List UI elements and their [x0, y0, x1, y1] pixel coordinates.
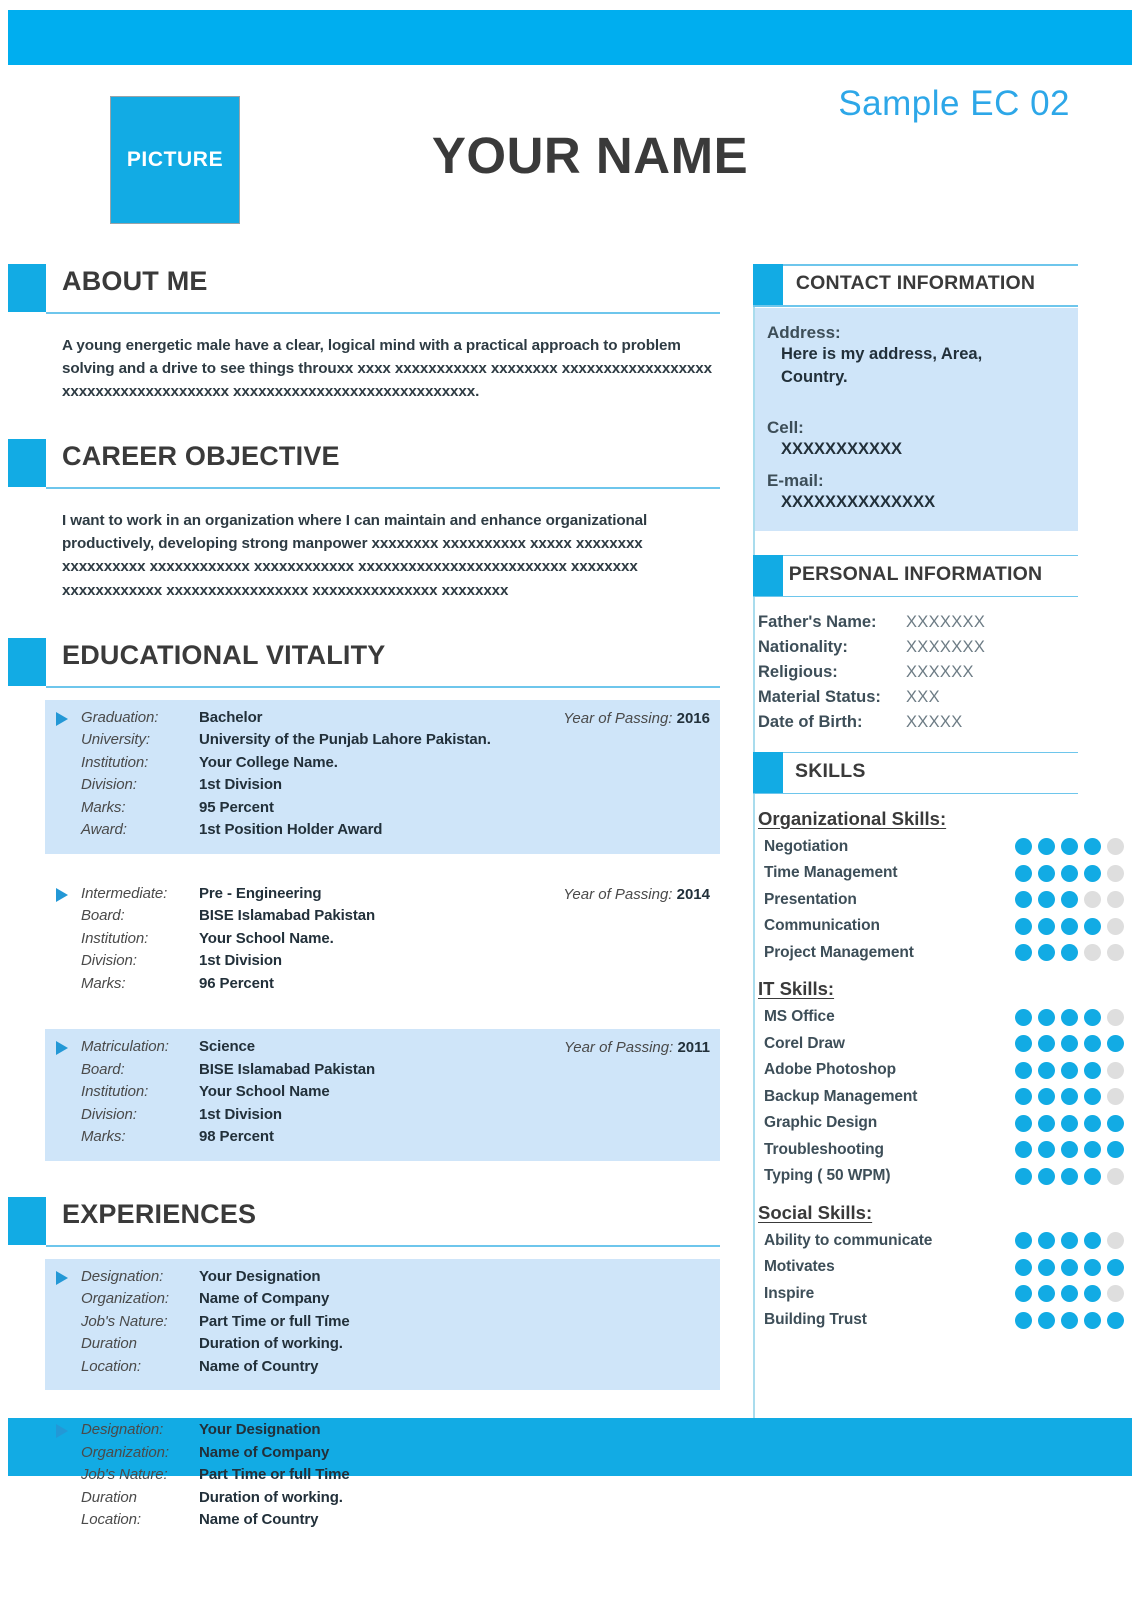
entry-field-label: Organization:	[81, 1290, 169, 1308]
skill-row	[758, 1057, 1132, 1084]
skill-group-title: Social Skills:	[758, 1201, 873, 1223]
rating-dot-empty	[1107, 918, 1124, 935]
rating-dot-filled	[1084, 838, 1101, 855]
personal-info-label: Material Status:	[758, 687, 881, 706]
entry-field-label: Duration	[81, 1335, 137, 1353]
rating-dot-filled	[1015, 1285, 1032, 1302]
contact-info-box	[753, 308, 1078, 531]
skill-rating-dots	[1015, 1141, 1132, 1158]
section-header-career	[0, 437, 740, 499]
rating-dot-filled	[1015, 1141, 1032, 1158]
rating-dot-filled	[1015, 1312, 1032, 1329]
rating-dot-filled	[1038, 1312, 1055, 1329]
accent-block-icon	[8, 1197, 46, 1245]
skill-name: Time Management	[764, 864, 898, 882]
skill-row	[758, 1254, 1132, 1281]
entry-field-value: Your School Name.	[199, 929, 334, 947]
rating-dot-filled	[1061, 944, 1078, 961]
section-header-contact	[753, 262, 1078, 308]
personal-info-value: XXX	[906, 687, 940, 706]
rating-dot-filled	[1015, 944, 1032, 961]
rating-dot-empty	[1107, 1168, 1124, 1185]
rating-dot-filled	[1084, 1232, 1101, 1249]
skill-row	[758, 1137, 1132, 1164]
entry-row	[45, 1421, 720, 1444]
rating-dot-filled	[1107, 1312, 1124, 1329]
rating-dot-filled	[1061, 1168, 1078, 1185]
skill-name: MS Office	[764, 1008, 835, 1026]
entry-field-label: Division:	[81, 776, 137, 794]
skill-rating-dots	[1015, 1232, 1132, 1249]
header-rule-top	[753, 264, 1078, 266]
entry-field-label: Institution:	[81, 929, 149, 947]
rating-dot-filled	[1084, 1009, 1101, 1026]
career-objective-text: I want to work in an organization where I can maintain and enhance organizational productively, developing strong manpower xxxxxxxx xxxxxxxxxx xxxxx xxxxxxxx xxxxxxxxxx xxxxxxxxxxxx xxxxxxxxxxxx xxxxxxxxxxxxxxxxxxxxxxxxx xxxxxxxx xxxxxxxxxxxx xxxxxxxxxxxxxxxxx xxxxxxxxxxxxxxx xxxxxxxx	[62, 512, 648, 599]
rating-dot-empty	[1107, 865, 1124, 882]
accent-block-icon	[8, 638, 46, 686]
rating-dot-filled	[1061, 1312, 1078, 1329]
page-title: YOUR NAME	[431, 127, 749, 184]
entry-field-value: 1st Division	[199, 952, 282, 970]
cell-label: Cell:	[767, 417, 804, 437]
picture-label: PICTURE	[126, 148, 224, 171]
skill-rating-dots	[1015, 918, 1132, 935]
left-column	[0, 262, 740, 1544]
entry-block	[45, 876, 720, 1008]
rating-dot-filled	[1107, 1141, 1124, 1158]
section-header-about	[0, 262, 740, 324]
rating-dot-filled	[1061, 1232, 1078, 1249]
skill-row	[758, 1281, 1132, 1308]
entry-field-label: Matriculation:	[81, 1038, 169, 1056]
personal-info-label: Date of Birth:	[758, 712, 863, 731]
section-rule	[46, 1245, 720, 1247]
entry-row	[45, 907, 720, 930]
entry-block	[45, 1029, 720, 1161]
entry-row	[45, 1083, 720, 1106]
rating-dot-filled	[1038, 891, 1055, 908]
skill-row	[758, 1084, 1132, 1111]
rating-dot-filled	[1084, 1168, 1101, 1185]
bullet-arrow-icon	[56, 712, 68, 726]
rating-dot-empty	[1107, 1232, 1124, 1249]
rating-dot-filled	[1061, 1062, 1078, 1079]
rating-dot-filled	[1084, 1035, 1101, 1052]
rating-dot-filled	[1061, 1259, 1078, 1276]
header-rule-bottom	[753, 596, 1078, 598]
entry-row	[45, 754, 720, 777]
rating-dot-filled	[1015, 1009, 1032, 1026]
entry-row	[45, 1358, 720, 1381]
email-label: E-mail:	[767, 471, 824, 491]
rating-dot-filled	[1038, 1259, 1055, 1276]
entry-field-value: Name of Country	[199, 1511, 319, 1529]
about-text: A young energetic male have a clear, logical mind with a practical approach to problem solving and a drive to see things throuxx xxxx xxxxxxxxxxx xxxxxxxx xxxxxxxxxxxxxxxxxx xxxxxxxxxxxxxxxxxxxx xxxxxxxxxxxxxxxxxxxxxxxxxxxxx.	[62, 337, 712, 401]
section-title: CONTACT INFORMATION	[795, 272, 1036, 294]
rating-dot-filled	[1015, 1062, 1032, 1079]
entry-row	[45, 1466, 720, 1489]
rating-dot-filled	[1038, 918, 1055, 935]
skill-rating-dots	[1015, 1062, 1132, 1079]
rating-dot-filled	[1061, 1009, 1078, 1026]
skill-row	[758, 940, 1132, 967]
year-of-passing: Year of Passing: 2016	[563, 709, 710, 727]
skill-name: Backup Management	[764, 1087, 918, 1105]
entry-field-label: Organization:	[81, 1443, 169, 1461]
skill-rating-dots	[1015, 1035, 1132, 1052]
section-title: ABOUT ME	[62, 266, 208, 296]
address-line-1: Here is my address, Area,	[781, 345, 983, 363]
rating-dot-empty	[1107, 1062, 1124, 1079]
rating-dot-filled	[1015, 865, 1032, 882]
year-of-passing: Year of Passing: 2014	[563, 885, 710, 903]
rating-dot-filled	[1038, 1141, 1055, 1158]
personal-info-label: Nationality:	[758, 637, 848, 656]
entry-field-label: Division:	[81, 952, 137, 970]
skill-rating-dots	[1015, 838, 1132, 855]
entry-field-value: Part Time or full Time	[199, 1466, 350, 1484]
rating-dot-empty	[1084, 891, 1101, 908]
rating-dot-filled	[1015, 918, 1032, 935]
entry-field-label: Marks:	[81, 798, 126, 816]
skill-rating-dots	[1015, 1115, 1132, 1132]
skill-name: Project Management	[764, 943, 914, 961]
rating-dot-filled	[1015, 1232, 1032, 1249]
skill-row	[758, 887, 1132, 914]
rating-dot-filled	[1038, 1062, 1055, 1079]
entry-block	[45, 1412, 720, 1544]
skills-list	[740, 808, 1132, 1334]
entry-row	[45, 1106, 720, 1129]
bullet-arrow-icon	[56, 1041, 68, 1055]
rating-dot-empty	[1107, 891, 1124, 908]
column-divider	[753, 266, 755, 1418]
entry-field-value: 98 Percent	[199, 1128, 274, 1146]
entry-field-label: Graduation:	[81, 708, 159, 726]
section-header-experiences	[0, 1195, 740, 1257]
entry-row	[45, 1511, 720, 1534]
skill-name: Motivates	[764, 1258, 835, 1276]
skill-rating-dots	[1015, 891, 1132, 908]
rating-dot-filled	[1061, 1035, 1078, 1052]
rating-dot-filled	[1061, 918, 1078, 935]
rating-dot-filled	[1107, 1035, 1124, 1052]
accent-block-icon	[8, 264, 46, 312]
entry-field-value: Pre - Engineering	[199, 884, 322, 902]
education-entry-list	[0, 700, 740, 1161]
section-rule	[46, 312, 720, 314]
personal-info-value: XXXXXX	[906, 662, 974, 681]
rating-dot-filled	[1015, 1259, 1032, 1276]
skill-rating-dots	[1015, 865, 1132, 882]
experience-entry-list	[0, 1259, 740, 1544]
entry-field-label: Division:	[81, 1105, 137, 1123]
entry-field-label: University:	[81, 731, 150, 749]
entry-row	[45, 975, 720, 998]
rating-dot-filled	[1084, 865, 1101, 882]
rating-dot-filled	[1015, 1035, 1032, 1052]
rating-dot-filled	[1061, 865, 1078, 882]
skill-rating-dots	[1015, 1009, 1132, 1026]
skill-rating-dots	[1015, 1168, 1132, 1185]
entry-field-label: Institution:	[81, 1083, 149, 1101]
sample-tag: Sample EC 02	[838, 84, 1070, 123]
rating-dot-filled	[1107, 1259, 1124, 1276]
entry-field-value: Science	[199, 1038, 256, 1056]
rating-dot-filled	[1061, 1088, 1078, 1105]
skill-group-title: Organizational Skills:	[758, 807, 947, 829]
rating-dot-filled	[1038, 1285, 1055, 1302]
skill-row	[758, 834, 1132, 861]
entry-field-label: Board:	[81, 1060, 125, 1078]
entry-block	[45, 1259, 720, 1391]
entry-field-label: Board:	[81, 907, 125, 925]
personal-info-row	[758, 613, 1132, 638]
entry-field-value: Part Time or full Time	[199, 1312, 350, 1330]
entry-field-value: BISE Islamabad Pakistan	[199, 1060, 376, 1078]
accent-block-icon	[8, 439, 46, 487]
skill-rating-dots	[1015, 1312, 1132, 1329]
skill-name: Negotiation	[764, 837, 849, 855]
skill-name: Inspire	[764, 1284, 815, 1302]
rating-dot-filled	[1084, 1088, 1101, 1105]
rating-dot-empty	[1084, 944, 1101, 961]
section-title: SKILLS	[795, 759, 866, 782]
entry-field-value: 1st Division	[199, 1105, 282, 1123]
entry-field-value: Bachelor	[199, 708, 263, 726]
rating-dot-empty	[1107, 1088, 1124, 1105]
skill-name: Communication	[764, 917, 880, 935]
entry-field-value: 96 Percent	[199, 974, 274, 992]
entry-field-label: Job's Nature:	[81, 1312, 168, 1330]
personal-info-row	[758, 688, 1132, 713]
skill-rating-dots	[1015, 1088, 1132, 1105]
header-rule-bottom	[753, 305, 1078, 307]
personal-info-row	[758, 663, 1132, 688]
address-line-2: Country.	[781, 368, 848, 387]
entry-field-value: Your School Name	[199, 1083, 330, 1101]
personal-info-value: XXXXXXX	[906, 637, 986, 656]
rating-dot-filled	[1038, 1035, 1055, 1052]
skill-name: Troubleshooting	[764, 1140, 884, 1158]
bullet-arrow-icon	[56, 1424, 68, 1438]
skill-row	[758, 1110, 1132, 1137]
entry-row	[45, 821, 720, 844]
rating-dot-filled	[1084, 1115, 1101, 1132]
entry-field-value: 95 Percent	[199, 798, 274, 816]
entry-field-value: Name of Country	[199, 1357, 319, 1375]
picture-placeholder[interactable]	[110, 96, 240, 224]
skill-name: Graphic Design	[764, 1114, 878, 1132]
rating-dot-filled	[1107, 1115, 1124, 1132]
entry-field-label: Designation:	[81, 1267, 164, 1285]
skill-group	[758, 978, 1132, 1190]
rating-dot-filled	[1015, 1088, 1032, 1105]
skill-name: Typing ( 50 WPM)	[764, 1167, 891, 1185]
personal-info-value: XXXXX	[906, 712, 963, 731]
entry-row	[45, 952, 720, 975]
header-rule-bottom	[753, 793, 1078, 795]
section-header-education	[0, 636, 740, 698]
entry-row	[45, 1061, 720, 1084]
rating-dot-filled	[1038, 1009, 1055, 1026]
address-label: Address:	[767, 323, 841, 342]
section-header-personal	[753, 553, 1078, 599]
entry-field-label: Marks:	[81, 1128, 126, 1146]
rating-dot-empty	[1107, 1009, 1124, 1026]
rating-dot-filled	[1038, 1088, 1055, 1105]
rating-dot-filled	[1015, 838, 1032, 855]
entry-field-value: 1st Position Holder Award	[199, 821, 383, 839]
rating-dot-filled	[1061, 838, 1078, 855]
skill-rating-dots	[1015, 944, 1132, 961]
email-value: XXXXXXXXXXXXXX	[781, 493, 936, 512]
rating-dot-filled	[1084, 1259, 1101, 1276]
section-header-skills	[753, 750, 1078, 796]
entry-field-value: Name of Company	[199, 1443, 330, 1461]
entry-field-label: Marks:	[81, 974, 126, 992]
year-of-passing: Year of Passing: 2011	[564, 1039, 710, 1057]
entry-field-value: Name of Company	[199, 1290, 330, 1308]
rating-dot-filled	[1084, 1062, 1101, 1079]
entry-field-label: Location:	[81, 1511, 141, 1529]
skill-row	[758, 913, 1132, 940]
header-rule-top	[753, 555, 1078, 557]
skill-name: Adobe Photoshop	[764, 1061, 896, 1079]
bullet-arrow-icon	[56, 888, 68, 902]
rating-dot-filled	[1038, 865, 1055, 882]
entry-row	[45, 731, 720, 754]
entry-row	[45, 1128, 720, 1151]
entry-row	[45, 930, 720, 953]
right-column	[740, 262, 1132, 1334]
rating-dot-filled	[1061, 1115, 1078, 1132]
entry-row	[45, 776, 720, 799]
skill-row	[758, 1228, 1132, 1255]
personal-info-row	[758, 713, 1132, 738]
rating-dot-filled	[1061, 1285, 1078, 1302]
rating-dot-filled	[1015, 891, 1032, 908]
rating-dot-filled	[1038, 1232, 1055, 1249]
skill-group	[758, 808, 1132, 967]
top-accent-bar	[8, 10, 1132, 65]
entry-field-label: Duration	[81, 1488, 137, 1506]
entry-field-value: BISE Islamabad Pakistan	[199, 907, 376, 925]
entry-row	[45, 1444, 720, 1467]
section-rule	[46, 487, 720, 489]
rating-dot-filled	[1038, 944, 1055, 961]
rating-dot-filled	[1038, 1168, 1055, 1185]
cell-value: XXXXXXXXXXX	[781, 439, 903, 458]
entry-row	[45, 1489, 720, 1512]
rating-dot-filled	[1084, 1285, 1101, 1302]
entry-field-value: Your College Name.	[199, 753, 338, 771]
rating-dot-filled	[1061, 891, 1078, 908]
bullet-arrow-icon	[56, 1271, 68, 1285]
rating-dot-filled	[1084, 1141, 1101, 1158]
skill-row	[758, 1004, 1132, 1031]
entry-row	[45, 1335, 720, 1358]
skill-group	[758, 1202, 1132, 1334]
rating-dot-filled	[1015, 1115, 1032, 1132]
entry-row	[45, 1313, 720, 1336]
entry-field-label: Designation:	[81, 1421, 164, 1439]
entry-block	[45, 700, 720, 854]
entry-field-label: Intermediate:	[81, 884, 168, 902]
entry-field-label: Institution:	[81, 753, 149, 771]
section-title: PERSONAL INFORMATION	[788, 562, 1043, 585]
rating-dot-filled	[1084, 1312, 1101, 1329]
entry-row	[45, 799, 720, 822]
entry-field-value: Duration of working.	[199, 1488, 343, 1506]
header-rule-top	[753, 752, 1078, 754]
rating-dot-filled	[1061, 1141, 1078, 1158]
skill-group-title: IT Skills:	[758, 978, 835, 1000]
entry-field-label: Job's Nature:	[81, 1466, 168, 1484]
rating-dot-empty	[1107, 944, 1124, 961]
rating-dot-filled	[1015, 1168, 1032, 1185]
entry-field-value: Duration of working.	[199, 1335, 343, 1353]
personal-info-label: Religious:	[758, 662, 838, 681]
skill-rating-dots	[1015, 1259, 1132, 1276]
personal-info-label: Father's Name:	[758, 612, 877, 631]
entry-field-value: Your Designation	[199, 1421, 321, 1439]
personal-info-row	[758, 638, 1132, 663]
section-title: EXPERIENCES	[62, 1198, 257, 1229]
entry-field-value: Your Designation	[199, 1267, 321, 1285]
entry-field-label: Location:	[81, 1357, 141, 1375]
entry-row	[45, 1268, 720, 1291]
skill-row	[758, 1163, 1132, 1190]
rating-dot-filled	[1084, 918, 1101, 935]
skill-name: Building Trust	[764, 1311, 867, 1329]
section-rule	[46, 686, 720, 688]
personal-info-list	[758, 613, 1132, 738]
rating-dot-filled	[1038, 1115, 1055, 1132]
entry-field-label: Award:	[81, 821, 127, 839]
entry-field-value: 1st Division	[199, 776, 282, 794]
skill-row	[758, 1307, 1132, 1334]
skill-row	[758, 1031, 1132, 1058]
entry-field-value: University of the Punjab Lahore Pakistan.	[199, 731, 491, 749]
rating-dot-filled	[1038, 838, 1055, 855]
entry-row	[45, 1290, 720, 1313]
resume-header	[0, 68, 1132, 258]
skill-name: Ability to communicate	[764, 1231, 933, 1249]
rating-dot-empty	[1107, 1285, 1124, 1302]
section-title: EDUCATIONAL VITALITY	[62, 639, 386, 670]
rating-dot-empty	[1107, 838, 1124, 855]
skill-name: Presentation	[764, 890, 857, 908]
section-title: CAREER OBJECTIVE	[62, 441, 340, 472]
personal-info-value: XXXXXXX	[906, 612, 986, 631]
skill-row	[758, 860, 1132, 887]
skill-name: Corel Draw	[764, 1034, 845, 1052]
skill-rating-dots	[1015, 1285, 1132, 1302]
